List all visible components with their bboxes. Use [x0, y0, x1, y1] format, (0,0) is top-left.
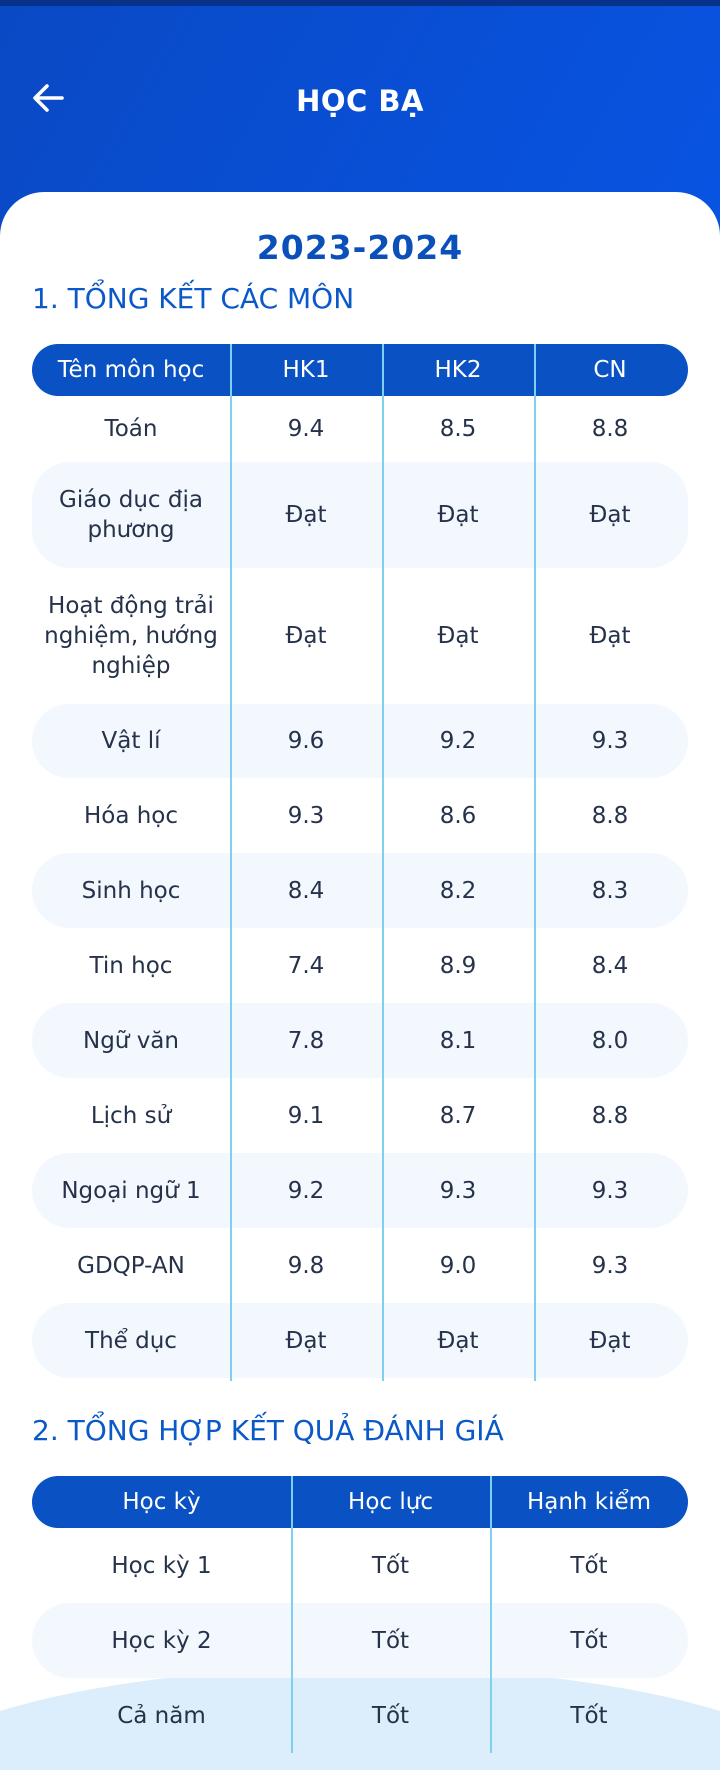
- subject-name: Ngữ văn: [83, 1027, 179, 1054]
- table-row: [32, 568, 688, 704]
- column-divider: [490, 1476, 492, 1753]
- academic-rating: Tốt: [371, 1702, 410, 1729]
- table-row: [32, 928, 688, 1003]
- score-cn: 8.4: [591, 952, 629, 979]
- score-cn: 8.8: [591, 1102, 629, 1129]
- score-hk1: Đạt: [285, 502, 327, 528]
- score-hk2: 8.2: [439, 877, 477, 904]
- subjects-table: [32, 344, 688, 1378]
- column-header: Hạnh kiểm: [526, 1489, 652, 1515]
- table-row: [32, 396, 688, 462]
- column-header: Học kỳ: [122, 1489, 201, 1515]
- score-hk1: 7.8: [287, 1027, 325, 1054]
- table-row: [32, 1303, 688, 1378]
- score-cn: 9.3: [591, 1252, 629, 1279]
- subject-name: Hoạt động trải nghiệm, hướng nghiệp: [44, 593, 218, 679]
- score-cn: Đạt: [589, 502, 631, 528]
- column-header: Học lực: [348, 1489, 433, 1515]
- table-header: [32, 1476, 688, 1528]
- score-hk2: Đạt: [437, 623, 479, 649]
- table-row: [32, 704, 688, 778]
- subject-name: Sinh học: [81, 877, 181, 904]
- score-hk1: 9.4: [287, 416, 325, 442]
- conduct-rating: Tốt: [570, 1702, 608, 1729]
- conduct-rating: Tốt: [570, 1552, 608, 1579]
- score-hk1: 9.3: [287, 802, 325, 829]
- subject-name: Hóa học: [83, 802, 179, 829]
- table-row: [32, 1003, 688, 1078]
- subject-name: Vật lí: [101, 728, 161, 754]
- table-row: [32, 1153, 688, 1228]
- score-hk2: 8.6: [439, 802, 477, 829]
- score-hk1: 7.4: [287, 952, 325, 979]
- table-row: [32, 1603, 688, 1678]
- subject-name: Lịch sử: [90, 1102, 172, 1129]
- score-hk2: 8.9: [439, 952, 477, 979]
- score-cn: Đạt: [589, 1327, 631, 1354]
- term-name: Học kỳ 1: [111, 1552, 212, 1579]
- subject-name: Giáo dục địa phương: [59, 487, 203, 543]
- column-header: CN: [593, 357, 627, 383]
- column-header: HK1: [282, 357, 330, 383]
- subject-name: Thể dục: [85, 1327, 177, 1354]
- table-header: [32, 344, 688, 396]
- page-title: HỌC BẠ: [296, 84, 424, 118]
- subject-name: GDQP-AN: [77, 1252, 185, 1279]
- score-hk2: 8.7: [439, 1102, 477, 1129]
- section-title-subjects: 1. TỔNG KẾT CÁC MÔN: [32, 282, 355, 315]
- score-cn: 8.8: [591, 416, 629, 442]
- table-row: [32, 778, 688, 853]
- score-hk2: 8.5: [439, 416, 477, 442]
- app-header: [0, 6, 720, 196]
- score-hk1: Đạt: [285, 623, 327, 649]
- table-row: [32, 1078, 688, 1153]
- table-row: [32, 853, 688, 928]
- conduct-rating: Tốt: [570, 1627, 608, 1654]
- term-name: Học kỳ 2: [111, 1627, 212, 1654]
- score-hk1: 8.4: [287, 877, 325, 904]
- column-divider: [382, 344, 384, 1381]
- subject-name: Toán: [104, 416, 158, 442]
- column-divider: [230, 344, 232, 1381]
- subject-name: Ngoại ngữ 1: [61, 1177, 201, 1204]
- score-hk1: 9.8: [287, 1252, 325, 1279]
- score-cn: Đạt: [589, 623, 631, 649]
- column-header: HK2: [434, 357, 482, 383]
- score-hk1: 9.2: [287, 1177, 325, 1204]
- score-cn: 8.8: [591, 802, 629, 829]
- academic-rating: Tốt: [371, 1627, 410, 1654]
- term-name: Cả năm: [117, 1702, 206, 1729]
- table-row: [32, 1678, 688, 1753]
- score-hk1: 9.6: [287, 728, 325, 754]
- score-cn: 8.3: [591, 877, 629, 904]
- evaluation-table: [32, 1476, 688, 1753]
- table-row: [32, 462, 688, 568]
- content-card: [0, 192, 720, 1770]
- school-year: 2023-2024: [256, 228, 464, 267]
- column-divider: [291, 1476, 293, 1753]
- table-row: [32, 1528, 688, 1603]
- score-cn: 8.0: [591, 1027, 629, 1054]
- score-cn: 9.3: [591, 1177, 629, 1204]
- column-divider: [534, 344, 536, 1381]
- score-cn: 9.3: [591, 728, 629, 754]
- column-header: Tên môn học: [57, 357, 205, 383]
- score-hk2: 9.0: [439, 1252, 477, 1279]
- score-hk1: 9.1: [287, 1102, 325, 1129]
- score-hk2: 9.3: [439, 1177, 477, 1204]
- section-title-evaluation: 2. TỔNG HỢP KẾT QUẢ ĐÁNH GIÁ: [32, 1414, 504, 1447]
- score-hk2: 8.1: [439, 1027, 477, 1054]
- academic-rating: Tốt: [371, 1552, 410, 1579]
- subject-name: Tin học: [89, 952, 173, 979]
- score-hk2: Đạt: [437, 502, 479, 528]
- score-hk2: Đạt: [437, 1327, 479, 1354]
- score-hk2: 9.2: [439, 728, 477, 754]
- table-row: [32, 1228, 688, 1303]
- score-hk1: Đạt: [285, 1327, 327, 1354]
